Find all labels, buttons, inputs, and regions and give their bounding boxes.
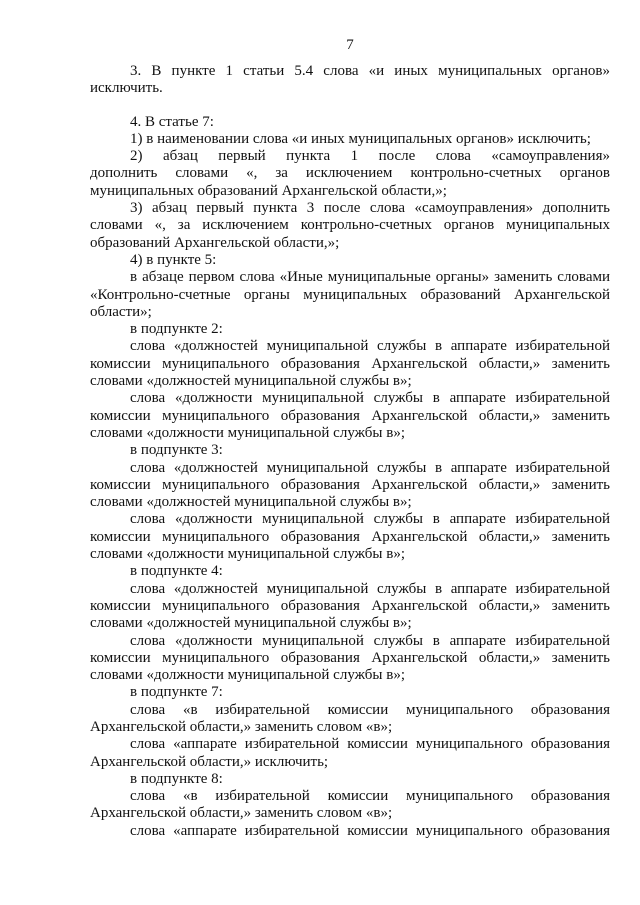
paragraph <box>90 460 610 512</box>
text-line: слова «должностей муниципальной службы в аппарате избирательной <box>130 338 610 355</box>
text-line: в подпункте 7: <box>130 684 223 701</box>
paragraph <box>90 684 610 701</box>
text-line: 2) абзац первый пункта 1 после слова «самоуправления» <box>130 148 610 165</box>
paragraph <box>90 114 610 131</box>
text-line: слова «должности муниципальной службы в аппарате избирательной <box>130 511 610 528</box>
text-line: слова «аппарате избирательной комиссии муниципального образования <box>130 822 610 839</box>
text-line: в подпункте 2: <box>130 321 223 338</box>
text-line: исключить. <box>90 80 163 97</box>
text-line: слова «аппарате избирательной комиссии муниципального образования <box>130 736 610 753</box>
paragraph <box>90 442 610 459</box>
text-line: комиссии муниципального образования Архангельской области,» заменить <box>90 649 610 666</box>
text-line: комиссии муниципального образования Архангельской области,» заменить <box>90 528 610 545</box>
paragraph <box>90 581 610 633</box>
paragraph <box>90 269 610 321</box>
paragraph <box>90 148 610 200</box>
page-number: 7 <box>346 37 354 53</box>
text-line: слова «должностей муниципальной службы в аппарате избирательной <box>130 580 610 597</box>
text-line: 4. В статье 7: <box>130 113 214 130</box>
paragraph <box>90 563 610 580</box>
text-line: словами «должности муниципальной службы в»; <box>90 546 405 563</box>
text-line: 3. В пункте 1 статьи 5.4 слова «и иных муниципальных органов» <box>130 63 610 79</box>
paragraph <box>90 131 610 148</box>
text-line: словами «должностей муниципальной службы в»; <box>90 494 412 511</box>
text-line: комиссии муниципального образования Архангельской области,» заменить <box>90 355 610 372</box>
text-line: Архангельской области,» заменить словом «в»; <box>90 805 393 822</box>
text-line: слова «должности муниципальной службы в аппарате избирательной <box>130 632 610 649</box>
text-line: слова «должности муниципальной службы в аппарате избирательной <box>130 390 610 407</box>
text-line: в подпункте 8: <box>130 770 223 787</box>
text-line: словами «должности муниципальной службы в»; <box>90 667 405 684</box>
paragraph <box>90 338 610 390</box>
text-line: слова «в избирательной комиссии муниципального образования <box>130 788 610 805</box>
text-line: комиссии муниципального образования Архангельской области,» заменить <box>90 407 610 424</box>
text-line: Архангельской области,» заменить словом «в»; <box>90 718 393 735</box>
text-line: словами «должностей муниципальной службы в»; <box>90 615 412 632</box>
text-line: слова «должностей муниципальной службы в аппарате избирательной <box>130 459 610 476</box>
paragraph <box>90 63 610 98</box>
text-line: 1) в наименовании слова «и иных муниципальных органов» исключить; <box>130 130 591 147</box>
text-line: в подпункте 4: <box>130 563 223 580</box>
text-line: дополнить словами «, за исключением контрольно-счетных органов <box>90 165 610 182</box>
paragraph <box>90 788 610 823</box>
text-line: словами «, за исключением контрольно-счетных органов муниципальных <box>90 217 610 234</box>
text-line: слова «в избирательной комиссии муниципального образования <box>130 701 610 718</box>
text-line: области»; <box>90 303 152 320</box>
text-line: комиссии муниципального образования Архангельской области,» заменить <box>90 476 610 493</box>
text-line: в подпункте 3: <box>130 442 223 459</box>
text-line: словами «должности муниципальной службы в»; <box>90 424 405 441</box>
paragraph <box>90 390 610 442</box>
text-line: комиссии муниципального образования Архангельской области,» заменить <box>90 597 610 614</box>
text-line: «Контрольно-счетные органы муниципальных образований Архангельской <box>90 286 610 303</box>
paragraph <box>90 511 610 563</box>
text-line: Архангельской области,» исключить; <box>90 753 329 770</box>
text-line: 3) абзац первый пункта 3 после слова «самоуправления» дополнить <box>130 200 610 217</box>
paragraph <box>90 252 610 269</box>
paragraph <box>90 823 610 840</box>
paragraph <box>90 200 610 252</box>
document-body <box>90 63 610 840</box>
paragraph <box>90 321 610 338</box>
text-line: словами «должностей муниципальной службы в»; <box>90 373 412 390</box>
text-line: в абзаце первом слова «Иные муниципальные органы» заменить словами <box>130 269 610 286</box>
text-line: образований Архангельской области,»; <box>90 234 340 251</box>
paragraph <box>90 736 610 771</box>
text-line: 4) в пункте 5: <box>130 251 217 268</box>
paragraph <box>90 702 610 737</box>
paragraph <box>90 771 610 788</box>
paragraph <box>90 633 610 685</box>
text-line: муниципальных образований Архангельской области,»; <box>90 182 447 199</box>
